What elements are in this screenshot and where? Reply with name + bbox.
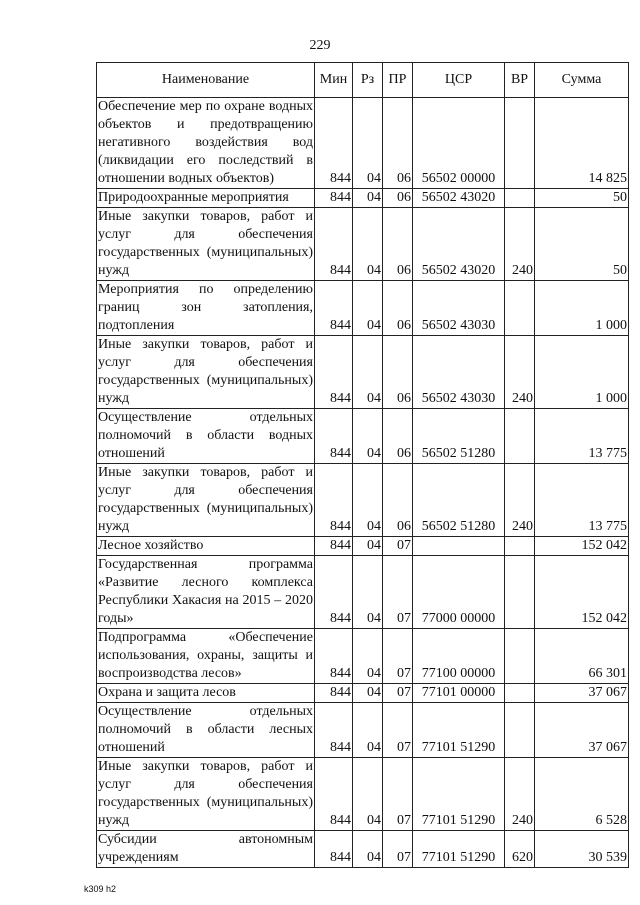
table-row: [97, 208, 629, 281]
cell-min: 844: [315, 98, 353, 189]
cell-min: 844: [315, 684, 353, 703]
cell-rz: 04: [353, 281, 383, 336]
cell-vr: [505, 556, 535, 629]
cell-min: 844: [315, 758, 353, 831]
cell-sum: 152 042: [535, 537, 629, 556]
cell-pr: 06: [383, 336, 413, 409]
cell-csr: 77101 00000: [413, 684, 505, 703]
cell-name: Природоохранные мероприятия: [97, 189, 315, 208]
table-row: [97, 703, 629, 758]
cell-rz: 04: [353, 703, 383, 758]
cell-vr: 240: [505, 336, 535, 409]
cell-name: Осуществление отдельных полномочий в области лесных отношений: [97, 703, 315, 758]
table-body: [97, 98, 629, 868]
cell-csr: 56502 51280: [413, 409, 505, 464]
cell-min: 844: [315, 629, 353, 684]
cell-min: 844: [315, 464, 353, 537]
cell-pr: 06: [383, 281, 413, 336]
cell-pr: 06: [383, 98, 413, 189]
cell-name: Иные закупки товаров, работ и услуг для обеспечения государственных (муниципальных) нужд: [97, 208, 315, 281]
header-vr: ВР: [505, 63, 535, 98]
cell-vr: [505, 189, 535, 208]
cell-sum: 1 000: [535, 281, 629, 336]
cell-sum: 14 825: [535, 98, 629, 189]
cell-csr: [413, 537, 505, 556]
cell-sum: 6 528: [535, 758, 629, 831]
cell-sum: 1 000: [535, 336, 629, 409]
cell-pr: 07: [383, 629, 413, 684]
cell-rz: 04: [353, 208, 383, 281]
table-row: [97, 98, 629, 189]
cell-name: Осуществление отдельных полномочий в области водных отношений: [97, 409, 315, 464]
table-row: [97, 281, 629, 336]
cell-name: Иные закупки товаров, работ и услуг для обеспечения государственных (муниципальных) нужд: [97, 758, 315, 831]
table-row: [97, 537, 629, 556]
cell-rz: 04: [353, 537, 383, 556]
table-row: [97, 831, 629, 868]
cell-vr: [505, 409, 535, 464]
table-row: [97, 758, 629, 831]
cell-min: 844: [315, 281, 353, 336]
cell-pr: 07: [383, 758, 413, 831]
cell-rz: 04: [353, 464, 383, 537]
cell-rz: 04: [353, 629, 383, 684]
cell-sum: 30 539: [535, 831, 629, 868]
header-pr: ПР: [383, 63, 413, 98]
cell-vr: 240: [505, 208, 535, 281]
cell-vr: [505, 98, 535, 189]
cell-name: Мероприятия по определению границ зон затопления, подтопления: [97, 281, 315, 336]
table-row: [97, 336, 629, 409]
cell-sum: 13 775: [535, 409, 629, 464]
cell-pr: 07: [383, 556, 413, 629]
cell-rz: 04: [353, 409, 383, 464]
cell-sum: 50: [535, 189, 629, 208]
header-min: Мин: [315, 63, 353, 98]
cell-csr: 77000 00000: [413, 556, 505, 629]
page-number: 229: [309, 38, 331, 53]
table-row: [97, 464, 629, 537]
cell-pr: 07: [383, 537, 413, 556]
table-row: [97, 556, 629, 629]
cell-rz: 04: [353, 98, 383, 189]
table-header-row: [97, 63, 629, 98]
cell-pr: 07: [383, 831, 413, 868]
header-rz: Рз: [353, 63, 383, 98]
cell-sum: 50: [535, 208, 629, 281]
cell-csr: 56502 43030: [413, 336, 505, 409]
cell-csr: 56502 43020: [413, 189, 505, 208]
cell-min: 844: [315, 703, 353, 758]
table-row: [97, 409, 629, 464]
cell-csr: 77101 51290: [413, 758, 505, 831]
cell-sum: 37 067: [535, 703, 629, 758]
cell-pr: 06: [383, 409, 413, 464]
cell-vr: 240: [505, 758, 535, 831]
table-row: [97, 629, 629, 684]
cell-vr: [505, 537, 535, 556]
cell-rz: 04: [353, 189, 383, 208]
cell-min: 844: [315, 556, 353, 629]
cell-rz: 04: [353, 684, 383, 703]
cell-name: Субсидии автономным учреждениям: [97, 831, 315, 868]
header-csr: ЦСР: [413, 63, 505, 98]
cell-vr: 620: [505, 831, 535, 868]
cell-min: 844: [315, 537, 353, 556]
cell-rz: 04: [353, 556, 383, 629]
table-row: [97, 189, 629, 208]
cell-min: 844: [315, 336, 353, 409]
header-sum: Сумма: [535, 63, 629, 98]
table-row: [97, 684, 629, 703]
cell-sum: 37 067: [535, 684, 629, 703]
budget-table: [96, 62, 629, 868]
cell-name: Иные закупки товаров, работ и услуг для обеспечения государственных (муниципальных) нужд: [97, 464, 315, 537]
cell-name: Обеспечение мер по охране водных объектов и предотвращению негативного воздействия вод (ликвидации его последствий в отношении водных объектов): [97, 98, 315, 189]
cell-csr: 77101 51290: [413, 831, 505, 868]
cell-sum: 152 042: [535, 556, 629, 629]
cell-rz: 04: [353, 336, 383, 409]
cell-pr: 06: [383, 464, 413, 537]
cell-sum: 13 775: [535, 464, 629, 537]
cell-min: 844: [315, 189, 353, 208]
cell-rz: 04: [353, 831, 383, 868]
cell-pr: 06: [383, 208, 413, 281]
cell-name: Подпрограмма «Обеспечение использования, охраны, защиты и воспроизводства лесов»: [97, 629, 315, 684]
cell-name: Иные закупки товаров, работ и услуг для обеспечения государственных (муниципальных) нужд: [97, 336, 315, 409]
cell-vr: [505, 629, 535, 684]
cell-csr: 77101 51290: [413, 703, 505, 758]
cell-vr: [505, 684, 535, 703]
cell-name: Лесное хозяйство: [97, 537, 315, 556]
footer-code: k309 h2: [84, 884, 117, 894]
cell-min: 844: [315, 409, 353, 464]
cell-csr: 56502 51280: [413, 464, 505, 537]
cell-csr: 77100 00000: [413, 629, 505, 684]
cell-pr: 07: [383, 684, 413, 703]
cell-vr: [505, 281, 535, 336]
cell-csr: 56502 43020: [413, 208, 505, 281]
cell-pr: 06: [383, 189, 413, 208]
header-name: Наименование: [97, 63, 315, 98]
cell-name: Государственная программа «Развитие лесного комплекса Республики Хакасия на 2015 – 2020 годы»: [97, 556, 315, 629]
cell-name: Охрана и защита лесов: [97, 684, 315, 703]
cell-rz: 04: [353, 758, 383, 831]
cell-csr: 56502 43030: [413, 281, 505, 336]
cell-vr: 240: [505, 464, 535, 537]
cell-sum: 66 301: [535, 629, 629, 684]
cell-min: 844: [315, 831, 353, 868]
cell-min: 844: [315, 208, 353, 281]
cell-pr: 07: [383, 703, 413, 758]
cell-csr: 56502 00000: [413, 98, 505, 189]
cell-vr: [505, 703, 535, 758]
